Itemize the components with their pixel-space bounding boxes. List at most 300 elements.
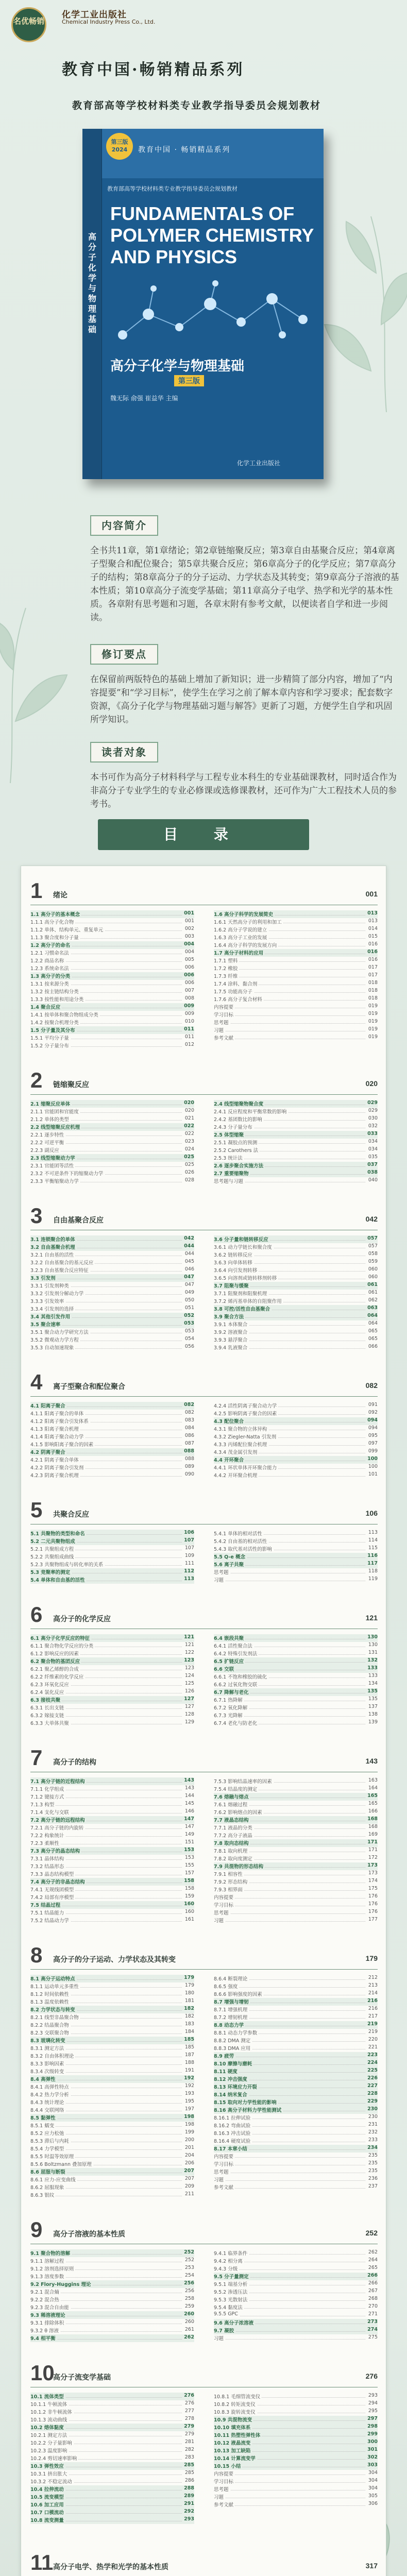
toc-entry[interactable] [30, 2416, 194, 2424]
toc-entry[interactable] [214, 2137, 378, 2145]
toc-entry[interactable] [30, 2319, 194, 2327]
toc-entry[interactable] [214, 1785, 378, 1793]
toc-entry[interactable] [30, 1909, 194, 1917]
toc-entry[interactable] [214, 2114, 378, 2122]
toc-entry[interactable] [214, 2400, 378, 2408]
toc-entry[interactable] [214, 1808, 378, 1816]
toc-entry[interactable] [214, 918, 378, 926]
toc-entry[interactable] [214, 2303, 378, 2311]
toc-entry[interactable] [30, 1170, 194, 1177]
toc-entry[interactable] [214, 2296, 378, 2303]
toc-entry[interactable] [214, 1801, 378, 1808]
toc-entry[interactable] [214, 2327, 378, 2334]
toc-entry[interactable] [214, 1901, 378, 1909]
toc-entry[interactable] [30, 1313, 194, 1320]
toc-entry[interactable] [30, 2447, 194, 2454]
toc-entry[interactable] [30, 1878, 194, 1886]
toc-entry[interactable] [30, 2327, 194, 2334]
toc-entry[interactable] [30, 2006, 194, 2013]
toc-entry[interactable] [214, 1235, 378, 1243]
toc-entry[interactable] [214, 2288, 378, 2296]
toc-entry[interactable] [30, 2249, 194, 2257]
toc-entry[interactable] [214, 1561, 378, 1568]
toc-entry[interactable] [30, 2067, 194, 2075]
toc-entry[interactable] [30, 1816, 194, 1824]
toc-entry[interactable] [214, 2334, 378, 2342]
toc-entry[interactable] [214, 2044, 378, 2052]
toc-entry[interactable] [214, 988, 378, 995]
toc-entry[interactable] [214, 2160, 378, 2168]
toc-entry[interactable] [214, 2037, 378, 2044]
toc-entry[interactable] [214, 1154, 378, 1162]
toc-entry[interactable] [30, 1290, 194, 1297]
toc-entry[interactable] [214, 1402, 378, 1410]
toc-entry[interactable] [30, 1870, 194, 1878]
toc-entry[interactable] [30, 1297, 194, 1305]
toc-entry[interactable] [30, 2129, 194, 2137]
toc-entry[interactable] [214, 2416, 378, 2424]
toc-entry[interactable] [30, 2288, 194, 2296]
toc-entry[interactable] [214, 1855, 378, 1862]
toc-entry[interactable] [214, 1576, 378, 1584]
toc-entry[interactable] [30, 2176, 194, 2183]
toc-chapter-header[interactable] [30, 2359, 378, 2387]
toc-entry[interactable] [30, 2091, 194, 2098]
toc-entry[interactable] [30, 1266, 194, 1274]
toc-chapter-header[interactable] [30, 1496, 378, 1524]
toc-entry[interactable] [214, 1673, 378, 1681]
toc-entry[interactable] [214, 1019, 378, 1026]
toc-entry[interactable] [30, 1456, 194, 1464]
toc-entry[interactable] [214, 1839, 378, 1847]
toc-entry[interactable] [30, 2393, 194, 2400]
toc-entry[interactable] [214, 1688, 378, 1696]
toc-entry[interactable] [214, 1146, 378, 1154]
toc-entry[interactable] [214, 1990, 378, 1998]
toc-entry[interactable] [214, 941, 378, 949]
toc-entry[interactable] [214, 1998, 378, 2006]
toc-entry[interactable] [30, 1681, 194, 1688]
toc-entry[interactable] [30, 1642, 194, 1650]
toc-entry[interactable] [214, 2106, 378, 2114]
toc-entry[interactable] [214, 2052, 378, 2060]
toc-entry[interactable] [30, 1998, 194, 2006]
toc-entry[interactable] [30, 1801, 194, 1808]
toc-entry[interactable] [214, 2153, 378, 2160]
toc-entry[interactable] [30, 1688, 194, 1696]
toc-entry[interactable] [214, 2280, 378, 2288]
toc-entry[interactable] [30, 2145, 194, 2153]
toc-entry[interactable] [214, 1634, 378, 1642]
toc-entry[interactable] [214, 934, 378, 941]
toc-entry[interactable] [30, 1417, 194, 1425]
toc-entry[interactable] [30, 1402, 194, 1410]
toc-entry[interactable] [214, 2067, 378, 2075]
toc-entry[interactable] [214, 1274, 378, 1282]
toc-entry[interactable] [214, 949, 378, 957]
toc-entry[interactable] [214, 2424, 378, 2431]
toc-entry[interactable] [214, 2249, 378, 2257]
toc-entry[interactable] [30, 1471, 194, 1479]
toc-entry[interactable] [214, 2501, 378, 2509]
toc-entry[interactable] [214, 1290, 378, 1297]
toc-entry[interactable] [30, 2153, 194, 2160]
toc-entry[interactable] [214, 1282, 378, 1290]
toc-entry[interactable] [30, 1777, 194, 1785]
toc-entry[interactable] [214, 972, 378, 980]
toc-entry[interactable] [30, 1131, 194, 1139]
toc-entry[interactable] [30, 2257, 194, 2265]
toc-entry[interactable] [30, 1839, 194, 1847]
toc-entry[interactable] [30, 2265, 194, 2273]
toc-entry[interactable] [30, 910, 194, 918]
toc-entry[interactable] [214, 1568, 378, 1576]
toc-entry[interactable] [214, 1909, 378, 1917]
toc-entry[interactable] [30, 1665, 194, 1673]
toc-entry[interactable] [30, 1576, 194, 1584]
toc-entry[interactable] [214, 1719, 378, 1727]
toc-entry[interactable] [30, 2478, 194, 2485]
toc-entry[interactable] [214, 1545, 378, 1553]
toc-entry[interactable] [30, 1673, 194, 1681]
toc-entry[interactable] [30, 1893, 194, 1901]
toc-entry[interactable] [30, 2160, 194, 2168]
toc-entry[interactable] [214, 1100, 378, 1108]
toc-chapter-header[interactable] [30, 1600, 378, 1629]
toc-entry[interactable] [214, 2493, 378, 2501]
toc-entry[interactable] [214, 1344, 378, 1351]
toc-entry[interactable] [30, 1328, 194, 1336]
toc-entry[interactable] [30, 1019, 194, 1026]
toc-entry[interactable] [30, 1154, 194, 1162]
toc-entry[interactable] [214, 2273, 378, 2280]
toc-entry[interactable] [30, 2509, 194, 2516]
toc-entry[interactable] [214, 1793, 378, 1801]
toc-entry[interactable] [30, 1336, 194, 1344]
toc-entry[interactable] [214, 1657, 378, 1665]
toc-entry[interactable] [30, 2424, 194, 2431]
toc-entry[interactable] [30, 1320, 194, 1328]
toc-entry[interactable] [214, 1456, 378, 1464]
toc-entry[interactable] [214, 1665, 378, 1673]
toc-entry[interactable] [214, 926, 378, 934]
toc-entry[interactable] [214, 2021, 378, 2029]
toc-entry[interactable] [214, 1696, 378, 1704]
toc-entry[interactable] [30, 2273, 194, 2280]
toc-entry[interactable] [214, 2075, 378, 2083]
toc-entry[interactable] [214, 2006, 378, 2013]
toc-entry[interactable] [214, 1704, 378, 1711]
toc-entry[interactable] [30, 1042, 194, 1049]
toc-entry[interactable] [214, 1847, 378, 1855]
toc-entry[interactable] [30, 1561, 194, 1568]
toc-entry[interactable] [30, 2408, 194, 2416]
toc-entry[interactable] [30, 1704, 194, 1711]
toc-entry[interactable] [30, 941, 194, 949]
toc-entry[interactable] [214, 2145, 378, 2153]
toc-entry[interactable] [30, 2083, 194, 2091]
toc-entry[interactable] [214, 1878, 378, 1886]
toc-entry[interactable] [30, 1537, 194, 1545]
toc-entry[interactable] [214, 2485, 378, 2493]
toc-entry[interactable] [30, 1785, 194, 1793]
toc-chapter-header[interactable] [30, 876, 378, 905]
toc-entry[interactable] [30, 2280, 194, 2288]
toc-entry[interactable] [30, 1832, 194, 1839]
toc-entry[interactable] [214, 1243, 378, 1251]
toc-entry[interactable] [214, 1650, 378, 1657]
toc-entry[interactable] [214, 1440, 378, 1448]
toc-entry[interactable] [30, 1425, 194, 1433]
toc-entry[interactable] [30, 1990, 194, 1998]
toc-entry[interactable] [214, 1681, 378, 1688]
toc-entry[interactable] [30, 949, 194, 957]
toc-entry[interactable] [214, 2509, 378, 2516]
toc-entry[interactable] [30, 2114, 194, 2122]
toc-entry[interactable] [214, 1553, 378, 1561]
toc-entry[interactable] [30, 1793, 194, 1801]
toc-entry[interactable] [214, 1816, 378, 1824]
toc-entry[interactable] [30, 1448, 194, 1456]
toc-entry[interactable] [30, 1862, 194, 1870]
toc-entry[interactable] [214, 1433, 378, 1440]
toc-entry[interactable] [30, 2470, 194, 2478]
toc-entry[interactable] [30, 1162, 194, 1170]
toc-entry[interactable] [214, 1042, 378, 1049]
toc-entry[interactable] [214, 2129, 378, 2137]
toc-entry[interactable] [30, 2462, 194, 2470]
toc-entry[interactable] [214, 2319, 378, 2327]
toc-entry[interactable] [30, 957, 194, 964]
toc-entry[interactable] [214, 1328, 378, 1336]
toc-entry[interactable] [214, 1131, 378, 1139]
toc-entry[interactable] [214, 1464, 378, 1471]
toc-entry[interactable] [30, 2334, 194, 2342]
toc-entry[interactable] [30, 2137, 194, 2145]
toc-entry[interactable] [30, 2311, 194, 2319]
toc-entry[interactable] [214, 2439, 378, 2447]
toc-entry[interactable] [214, 1034, 378, 1042]
toc-entry[interactable] [214, 2524, 378, 2532]
toc-entry[interactable] [214, 1777, 378, 1785]
toc-entry[interactable] [30, 1568, 194, 1576]
toc-entry[interactable] [30, 2191, 194, 2199]
toc-entry[interactable] [30, 1553, 194, 1561]
toc-entry[interactable] [214, 2454, 378, 2462]
toc-entry[interactable] [30, 1530, 194, 1537]
toc-entry[interactable] [214, 964, 378, 972]
toc-entry[interactable] [214, 1448, 378, 1456]
toc-entry[interactable] [30, 2516, 194, 2524]
toc-entry[interactable] [214, 1251, 378, 1259]
toc-entry[interactable] [30, 2431, 194, 2439]
toc-entry[interactable] [30, 2037, 194, 2044]
toc-entry[interactable] [30, 1282, 194, 1290]
toc-entry[interactable] [214, 2447, 378, 2454]
toc-entry[interactable] [214, 1123, 378, 1131]
toc-entry[interactable] [30, 1243, 194, 1251]
toc-entry[interactable] [214, 1886, 378, 1893]
toc-entry[interactable] [30, 1440, 194, 1448]
toc-entry[interactable] [30, 1917, 194, 1924]
toc-entry[interactable] [30, 1464, 194, 1471]
toc-entry[interactable] [30, 2439, 194, 2447]
toc-entry[interactable] [30, 2400, 194, 2408]
toc-entry[interactable] [214, 1177, 378, 1185]
toc-entry[interactable] [214, 1642, 378, 1650]
toc-entry[interactable] [30, 2501, 194, 2509]
toc-entry[interactable] [30, 934, 194, 941]
toc-entry[interactable] [214, 1266, 378, 1274]
toc-chapter-header[interactable] [30, 1743, 378, 1772]
toc-entry[interactable] [30, 1108, 194, 1115]
toc-entry[interactable] [30, 972, 194, 980]
toc-chapter-header[interactable] [30, 1941, 378, 1970]
toc-entry[interactable] [30, 1901, 194, 1909]
toc-entry[interactable] [214, 2029, 378, 2037]
toc-entry[interactable] [214, 1711, 378, 1719]
toc-chapter-header[interactable] [30, 1066, 378, 1095]
toc-entry[interactable] [30, 926, 194, 934]
toc-entry[interactable] [30, 2168, 194, 2176]
toc-entry[interactable] [214, 2091, 378, 2098]
toc-entry[interactable] [30, 1982, 194, 1990]
toc-entry[interactable] [30, 1657, 194, 1665]
toc-chapter-header[interactable] [30, 2548, 378, 2576]
toc-entry[interactable] [214, 1108, 378, 1115]
toc-entry[interactable] [214, 1410, 378, 1417]
toc-entry[interactable] [30, 1344, 194, 1351]
toc-entry[interactable] [30, 2485, 194, 2493]
toc-entry[interactable] [214, 1862, 378, 1870]
toc-entry[interactable] [30, 1259, 194, 1266]
toc-entry[interactable] [214, 1425, 378, 1433]
toc-entry[interactable] [214, 2478, 378, 2485]
toc-entry[interactable] [30, 2296, 194, 2303]
toc-entry[interactable] [30, 980, 194, 988]
toc-entry[interactable] [30, 2454, 194, 2462]
toc-entry[interactable] [30, 1146, 194, 1154]
toc-entry[interactable] [214, 2083, 378, 2091]
toc-entry[interactable] [214, 1011, 378, 1019]
toc-entry[interactable] [214, 1471, 378, 1479]
toc-chapter-header[interactable] [30, 1368, 378, 1397]
toc-entry[interactable] [30, 1026, 194, 1034]
toc-entry[interactable] [30, 1855, 194, 1862]
toc-entry[interactable] [30, 2060, 194, 2067]
toc-entry[interactable] [30, 1433, 194, 1440]
toc-entry[interactable] [214, 2176, 378, 2183]
toc-entry[interactable] [30, 2098, 194, 2106]
toc-entry[interactable] [214, 1297, 378, 1305]
toc-entry[interactable] [214, 2013, 378, 2021]
toc-entry[interactable] [214, 1336, 378, 1344]
toc-entry[interactable] [30, 1410, 194, 1417]
toc-entry[interactable] [30, 1650, 194, 1657]
toc-entry[interactable] [30, 1123, 194, 1131]
toc-entry[interactable] [30, 1696, 194, 1704]
toc-entry[interactable] [30, 1115, 194, 1123]
toc-entry[interactable] [214, 2265, 378, 2273]
toc-entry[interactable] [30, 1824, 194, 1832]
toc-entry[interactable] [30, 2013, 194, 2021]
toc-entry[interactable] [214, 2408, 378, 2416]
toc-entry[interactable] [214, 1003, 378, 1011]
toc-entry[interactable] [30, 2303, 194, 2311]
toc-entry[interactable] [30, 1139, 194, 1146]
toc-entry[interactable] [214, 2060, 378, 2067]
toc-entry[interactable] [214, 2431, 378, 2439]
toc-entry[interactable] [214, 2122, 378, 2129]
toc-entry[interactable] [30, 1886, 194, 1893]
toc-entry[interactable] [214, 1530, 378, 1537]
toc-entry[interactable] [30, 1274, 194, 1282]
toc-entry[interactable] [30, 2075, 194, 2083]
toc-entry[interactable] [214, 1824, 378, 1832]
toc-entry[interactable] [214, 2191, 378, 2199]
toc-entry[interactable] [214, 1537, 378, 1545]
toc-entry[interactable] [214, 1313, 378, 1320]
toc-entry[interactable] [30, 964, 194, 972]
toc-entry[interactable] [30, 1808, 194, 1816]
toc-entry[interactable] [214, 1259, 378, 1266]
toc-entry[interactable] [30, 2029, 194, 2037]
toc-entry[interactable] [214, 2168, 378, 2176]
toc-entry[interactable] [30, 1305, 194, 1313]
toc-entry[interactable] [214, 1170, 378, 1177]
toc-entry[interactable] [30, 1177, 194, 1185]
toc-chapter-header[interactable] [30, 2215, 378, 2244]
toc-entry[interactable] [214, 1893, 378, 1901]
toc-entry[interactable] [30, 1545, 194, 1553]
toc-entry[interactable] [214, 2098, 378, 2106]
toc-entry[interactable] [30, 918, 194, 926]
toc-entry[interactable] [30, 1711, 194, 1719]
toc-entry[interactable] [214, 2257, 378, 2265]
toc-entry[interactable] [30, 1235, 194, 1243]
toc-entry[interactable] [30, 1034, 194, 1042]
toc-entry[interactable] [30, 1634, 194, 1642]
toc-entry[interactable] [30, 1251, 194, 1259]
toc-entry[interactable] [30, 1975, 194, 1982]
toc-entry[interactable] [30, 2183, 194, 2191]
toc-entry[interactable] [30, 2052, 194, 2060]
toc-entry[interactable] [214, 1115, 378, 1123]
toc-entry[interactable] [30, 2021, 194, 2029]
toc-entry[interactable] [30, 995, 194, 1003]
toc-entry[interactable] [30, 2106, 194, 2114]
toc-entry[interactable] [30, 1719, 194, 1727]
toc-entry[interactable] [30, 2122, 194, 2129]
toc-entry[interactable] [30, 2493, 194, 2501]
toc-entry[interactable] [214, 2393, 378, 2400]
toc-entry[interactable] [30, 988, 194, 995]
toc-entry[interactable] [214, 1917, 378, 1924]
toc-entry[interactable] [214, 1417, 378, 1425]
toc-entry[interactable] [214, 995, 378, 1003]
toc-chapter-header[interactable] [30, 1201, 378, 1230]
toc-entry[interactable] [214, 1832, 378, 1839]
toc-entry[interactable] [214, 980, 378, 988]
toc-entry[interactable] [214, 957, 378, 964]
toc-entry[interactable] [214, 2311, 378, 2319]
toc-entry[interactable] [214, 2183, 378, 2191]
toc-entry[interactable] [214, 2470, 378, 2478]
toc-entry[interactable] [30, 1003, 194, 1011]
toc-entry[interactable] [214, 2516, 378, 2524]
toc-entry[interactable] [214, 1982, 378, 1990]
toc-entry[interactable] [30, 1100, 194, 1108]
